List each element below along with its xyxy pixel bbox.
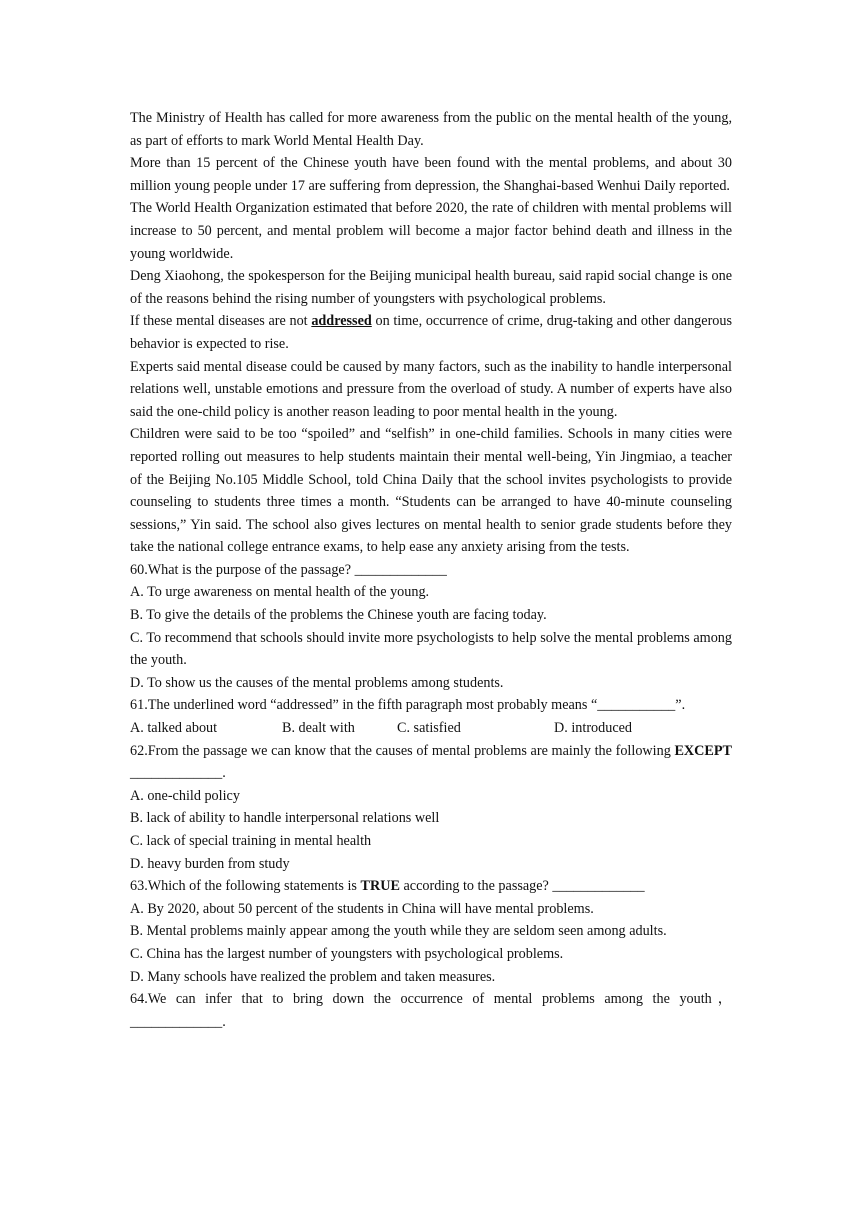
question-62-stem-bold: EXCEPT	[674, 742, 732, 759]
question-60-option-d: D. To show us the causes of the mental problems among students.	[130, 674, 504, 691]
question-61-stem: 61.The underlined word “addressed” in the fifth paragraph most probably means “___________”.	[130, 697, 686, 714]
question-63-stem	[130, 875, 732, 898]
passage-paragraph-1: The Ministry of Health has called for more awareness from the public on the mental health of the young, as part of efforts to mark World Mental Health Day.	[130, 110, 732, 149]
passage-paragraph-4: Deng Xiaohong, the spokesperson for the Beijing municipal health bureau, said rapid social change is one of the reasons behind the rising number of youngsters with psychological problems.	[130, 268, 732, 307]
question-61-option-a: A. talked about	[130, 720, 218, 737]
question-62-option-d: D. heavy burden from study	[130, 855, 290, 872]
question-62-option-c: C. lack of special training in mental health	[130, 833, 372, 849]
passage-paragraph-5	[130, 310, 732, 355]
passage-paragraph-2: More than 15 percent of the Chinese youth have been found with the mental problems, and about 30 million young people under 17 are suffering from depression, the Shanghai-based Wenhui Daily reported.	[130, 155, 732, 194]
question-60-option-b: B. To give the details of the problems the Chinese youth are facing today.	[130, 607, 547, 624]
question-63-option-c: C. China has the largest number of youngsters with psychological problems.	[130, 945, 564, 962]
question-62-stem-text: 62.From the passage we can know that the causes of mental problems are mainly the following	[130, 742, 675, 759]
paragraph-5-text-before: If these mental diseases are not	[130, 313, 312, 330]
question-63-stem-bold: TRUE	[360, 878, 400, 895]
question-63-stem-blank: according to the passage? _____________	[399, 878, 645, 895]
question-60-option-c: C. To recommend that schools should invite more psychologists to help solve the mental problems among the youth.	[130, 629, 732, 669]
question-61-options	[130, 717, 732, 740]
passage-paragraph-3: The World Health Organization estimated that before 2020, the rate of children with mental problems will increase to 50 percent, and mental problem will become a major factor behind death and illness in the young worldwide.	[130, 200, 732, 262]
question-63-option-b: B. Mental problems mainly appear among the youth while they are seldom seen among adults.	[130, 923, 667, 940]
question-61-option-c: C. satisfied	[397, 720, 461, 737]
question-62-stem-blank: _____________.	[130, 765, 226, 782]
passage-paragraph-7: Children were said to be too “spoiled” and “selfish” in one-child families. Schools in many cities were reported rolling out measures to help students maintain their mental well-being, Yin Jingmiao, a teacher of the Beijing No.105 Middle School, told China Daily that the school invites psychologists to provide counseling to students three times a month. “Students can be arranged to have 40-minute counseling sessions,” Yin said. The school also gives lectures on mental health to senior grade students before they take the national college entrance exams, to help ease any anxiety arising from the tests.	[130, 426, 732, 556]
question-63-stem-text: 63.Which of the following statements is	[130, 878, 361, 895]
question-60-stem: 60.What is the purpose of the passage? _____________	[130, 561, 447, 578]
question-62-option-b: B. lack of ability to handle interpersonal relations well	[130, 810, 440, 827]
question-61-option-b: B. dealt with	[282, 720, 355, 737]
underlined-keyword: addressed	[311, 313, 372, 330]
question-62-stem	[130, 740, 732, 785]
paragraph-5-text-after: on time, occurrence of crime, drug-taking and other dangerous behavior is expected to rise.	[130, 313, 732, 352]
document-page	[130, 107, 732, 1033]
question-62-option-a: A. one-child policy	[130, 787, 240, 804]
question-63-option-d: D. Many schools have realized the problem and taken measures.	[130, 968, 496, 985]
question-63-option-a: A. By 2020, about 50 percent of the students in China will have mental problems.	[130, 900, 594, 917]
question-64-stem: 64.We can infer that to bring down the occurrence of mental problems among the youth，_____________.	[130, 991, 732, 1030]
passage-paragraph-6: Experts said mental disease could be caused by many factors, such as the inability to handle interpersonal relations well, unstable emotions and pressure from the overload of study. A number of experts have also said the one-child policy is another reason leading to poor mental health in the young.	[130, 358, 732, 420]
question-61-option-d: D. introduced	[554, 720, 633, 737]
question-60-option-a: A. To urge awareness on mental health of the young.	[130, 584, 430, 601]
